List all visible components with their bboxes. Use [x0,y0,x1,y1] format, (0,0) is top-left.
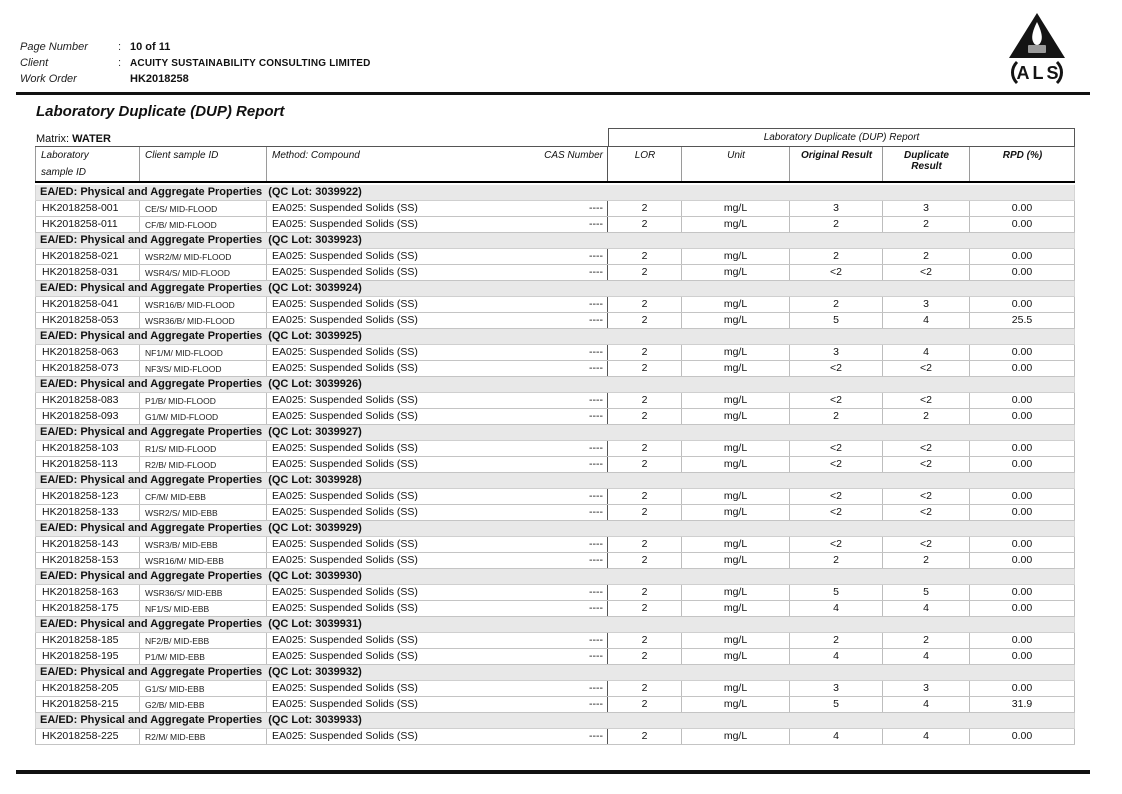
unit-cell: mg/L [682,537,790,552]
method-compound-cell: EA025: Suspended Solids (SS) [272,554,418,566]
table-row [35,313,1075,329]
rpd-cell: 0.00 [970,585,1075,600]
page-title: Laboratory Duplicate (DUP) Report [36,103,285,120]
client-sample-id-cell: WSR36/S/ MID-EBB [140,585,267,600]
lab-sample-id-cell: HK2018258-001 [35,201,140,216]
cas-number-cell: ---- [530,729,608,744]
duplicate-result-cell: <2 [883,265,970,280]
original-result-cell: 2 [790,633,883,648]
page-number-value: 10 of 11 [130,41,171,53]
footer-divider [16,770,1090,774]
col-header-client-sample-id: Client sample ID [140,147,267,181]
client-sample-id-cell: WSR3/B/ MID-EBB [140,537,267,552]
original-result-cell: 2 [790,409,883,424]
qc-section-header: EA/ED: Physical and Aggregate Properties (QC Lot: 3039932) [35,665,1075,681]
client-sample-id-cell: G1/M/ MID-FLOOD [140,409,267,424]
table-row [35,217,1075,233]
original-result-cell: 4 [790,649,883,664]
work-order-row [20,72,371,88]
qc-section-header: EA/ED: Physical and Aggregate Properties (QC Lot: 3039925) [35,329,1075,345]
rpd-cell: 0.00 [970,297,1075,312]
unit-cell: mg/L [682,697,790,712]
work-order-label: Work Order [20,73,77,85]
lab-sample-id-cell: HK2018258-225 [35,729,140,744]
matrix-value: WATER [72,133,111,145]
unit-cell: mg/L [682,649,790,664]
table-header-row [35,146,1075,183]
unit-cell: mg/L [682,313,790,328]
qc-section-header: EA/ED: Physical and Aggregate Properties (QC Lot: 3039922) [35,185,1075,201]
cas-number-cell: ---- [530,697,608,712]
document-header [20,40,371,88]
original-result-cell: 3 [790,201,883,216]
cas-number-cell: ---- [530,585,608,600]
rpd-cell: 0.00 [970,265,1075,280]
lor-cell: 2 [608,505,682,520]
client-sample-id-cell: CF/M/ MID-EBB [140,489,267,504]
lab-sample-id-cell: HK2018258-041 [35,297,140,312]
original-result-cell: 2 [790,217,883,232]
table-row [35,409,1075,425]
original-result-cell: <2 [790,505,883,520]
method-compound-cell: EA025: Suspended Solids (SS) [272,266,418,278]
lor-cell: 2 [608,409,682,424]
table-row [35,345,1075,361]
lor-cell: 2 [608,249,682,264]
cas-number-cell: ---- [530,297,608,312]
method-compound-cell: EA025: Suspended Solids (SS) [272,362,418,374]
cas-number-cell: ---- [530,249,608,264]
qc-section-header: EA/ED: Physical and Aggregate Properties (QC Lot: 3039929) [35,521,1075,537]
lab-sample-id-cell: HK2018258-031 [35,265,140,280]
client-sample-id-cell: R2/B/ MID-FLOOD [140,457,267,472]
unit-cell: mg/L [682,361,790,376]
lor-cell: 2 [608,201,682,216]
lor-cell: 2 [608,633,682,648]
table-row [35,681,1075,697]
lab-sample-id-cell: HK2018258-021 [35,249,140,264]
method-compound-cell: EA025: Suspended Solids (SS) [272,586,418,598]
rpd-cell: 0.00 [970,729,1075,744]
lab-sample-id-cell: HK2018258-011 [35,217,140,232]
rpd-cell: 0.00 [970,393,1075,408]
client-sample-id-cell: NF2/B/ MID-EBB [140,633,267,648]
client-sample-id-cell: NF1/S/ MID-EBB [140,601,267,616]
table-row [35,201,1075,217]
lor-cell: 2 [608,553,682,568]
header-divider [16,92,1090,95]
unit-cell: mg/L [682,345,790,360]
rpd-cell: 0.00 [970,553,1075,568]
cas-number-cell: ---- [530,601,608,616]
unit-cell: mg/L [682,489,790,504]
method-compound-cell: EA025: Suspended Solids (SS) [272,698,418,710]
cas-number-cell: ---- [530,265,608,280]
method-compound-cell: EA025: Suspended Solids (SS) [272,506,418,518]
method-compound-cell: EA025: Suspended Solids (SS) [272,346,418,358]
duplicate-result-cell: 4 [883,601,970,616]
duplicate-result-cell: 5 [883,585,970,600]
rpd-cell: 0.00 [970,409,1075,424]
client-sample-id-cell: CE/S/ MID-FLOOD [140,201,267,216]
cas-number-cell: ---- [530,345,608,360]
colon: : [118,57,122,69]
cas-number-cell: ---- [530,361,608,376]
rpd-cell: 0.00 [970,345,1075,360]
table-row [35,729,1075,745]
col-header-duplicate-result: Duplicate Result [883,147,970,181]
lor-cell: 2 [608,489,682,504]
lab-sample-id-cell: HK2018258-133 [35,505,140,520]
table-row [35,585,1075,601]
duplicate-result-cell: <2 [883,505,970,520]
method-compound-cell: EA025: Suspended Solids (SS) [272,218,418,230]
unit-cell: mg/L [682,249,790,264]
qc-section-header: EA/ED: Physical and Aggregate Properties (QC Lot: 3039923) [35,233,1075,249]
original-result-cell: 5 [790,585,883,600]
unit-cell: mg/L [682,601,790,616]
client-sample-id-cell: G1/S/ MID-EBB [140,681,267,696]
lor-cell: 2 [608,313,682,328]
lor-cell: 2 [608,585,682,600]
table-row [35,537,1075,553]
duplicate-result-cell: 2 [883,217,970,232]
unit-cell: mg/L [682,585,790,600]
table-row [35,393,1075,409]
method-compound-cell: EA025: Suspended Solids (SS) [272,250,418,262]
dup-table-body [35,185,1075,745]
original-result-cell: 2 [790,553,883,568]
client-row [20,56,371,72]
unit-cell: mg/L [682,265,790,280]
lor-cell: 2 [608,441,682,456]
colon: : [118,41,122,53]
table-row [35,297,1075,313]
method-compound-cell: EA025: Suspended Solids (SS) [272,442,418,454]
original-result-cell: <2 [790,457,883,472]
lor-cell: 2 [608,217,682,232]
original-result-cell: 2 [790,249,883,264]
cas-number-cell: ---- [530,409,608,424]
lor-cell: 2 [608,297,682,312]
lor-cell: 2 [608,729,682,744]
unit-cell: mg/L [682,633,790,648]
col-header-original-result: Original Result [790,147,883,181]
method-compound-cell: EA025: Suspended Solids (SS) [272,394,418,406]
duplicate-result-cell: 3 [883,681,970,696]
duplicate-result-cell: 2 [883,633,970,648]
col-header-lor: LOR [608,147,682,181]
cas-number-cell: ---- [530,649,608,664]
duplicate-result-cell: 3 [883,201,970,216]
rpd-cell: 0.00 [970,649,1075,664]
lor-cell: 2 [608,361,682,376]
qc-section-header: EA/ED: Physical and Aggregate Properties (QC Lot: 3039924) [35,281,1075,297]
rpd-cell: 0.00 [970,505,1075,520]
lor-cell: 2 [608,265,682,280]
original-result-cell: 5 [790,313,883,328]
original-result-cell: <2 [790,441,883,456]
lab-sample-id-cell: HK2018258-093 [35,409,140,424]
client-sample-id-cell: WSR16/B/ MID-FLOOD [140,297,267,312]
client-sample-id-cell: WSR16/M/ MID-EBB [140,553,267,568]
qc-section-header: EA/ED: Physical and Aggregate Properties (QC Lot: 3039930) [35,569,1075,585]
table-row [35,361,1075,377]
client-sample-id-cell: G2/B/ MID-EBB [140,697,267,712]
unit-cell: mg/L [682,441,790,456]
cas-number-cell: ---- [530,201,608,216]
col-header-line1: Laboratory [41,150,89,161]
cas-number-cell: ---- [530,537,608,552]
client-sample-id-cell: WSR2/S/ MID-EBB [140,505,267,520]
page-number-row [20,40,371,56]
method-compound-cell: EA025: Suspended Solids (SS) [272,298,418,310]
original-result-cell: 4 [790,729,883,744]
rpd-cell: 0.00 [970,681,1075,696]
lor-cell: 2 [608,697,682,712]
duplicate-result-cell: 3 [883,297,970,312]
lab-sample-id-cell: HK2018258-103 [35,441,140,456]
lab-sample-id-cell: HK2018258-113 [35,457,140,472]
duplicate-result-cell: <2 [883,441,970,456]
lab-sample-id-cell: HK2018258-215 [35,697,140,712]
duplicate-result-cell: <2 [883,489,970,504]
client-sample-id-cell: P1/B/ MID-FLOOD [140,393,267,408]
unit-cell: mg/L [682,201,790,216]
original-result-cell: <2 [790,393,883,408]
original-result-cell: 4 [790,601,883,616]
method-compound-cell: EA025: Suspended Solids (SS) [272,410,418,422]
duplicate-result-cell: <2 [883,537,970,552]
rpd-cell: 0.00 [970,601,1075,616]
rpd-cell: 0.00 [970,537,1075,552]
work-order-value: HK2018258 [130,73,189,85]
cas-number-cell: ---- [530,505,608,520]
lab-sample-id-cell: HK2018258-163 [35,585,140,600]
lab-sample-id-cell: HK2018258-123 [35,489,140,504]
unit-cell: mg/L [682,729,790,744]
duplicate-result-cell: 4 [883,649,970,664]
client-sample-id-cell: WSR2/M/ MID-FLOOD [140,249,267,264]
duplicate-result-cell: 2 [883,409,970,424]
table-row [35,601,1075,617]
lab-sample-id-cell: HK2018258-073 [35,361,140,376]
rpd-cell: 0.00 [970,361,1075,376]
method-compound-cell: EA025: Suspended Solids (SS) [272,602,418,614]
table-row [35,649,1075,665]
rpd-cell: 0.00 [970,489,1075,504]
qc-section-header: EA/ED: Physical and Aggregate Properties (QC Lot: 3039927) [35,425,1075,441]
col-header-unit: Unit [682,147,790,181]
rpd-cell: 0.00 [970,217,1075,232]
lab-sample-id-cell: HK2018258-205 [35,681,140,696]
table-row [35,441,1075,457]
duplicate-result-cell: <2 [883,393,970,408]
duplicate-result-cell: <2 [883,361,970,376]
duplicate-result-cell: <2 [883,457,970,472]
client-sample-id-cell: WSR4/S/ MID-FLOOD [140,265,267,280]
lor-cell: 2 [608,601,682,616]
lor-cell: 2 [608,681,682,696]
rpd-cell: 0.00 [970,249,1075,264]
rpd-cell: 0.00 [970,201,1075,216]
original-result-cell: <2 [790,361,883,376]
lor-cell: 2 [608,393,682,408]
table-row [35,553,1075,569]
method-compound-cell: EA025: Suspended Solids (SS) [272,490,418,502]
lor-cell: 2 [608,537,682,552]
unit-cell: mg/L [682,457,790,472]
rpd-cell: 25.5 [970,313,1075,328]
table-row [35,489,1075,505]
client-sample-id-cell: P1/M/ MID-EBB [140,649,267,664]
duplicate-result-cell: 2 [883,249,970,264]
cas-number-cell: ---- [530,489,608,504]
table-row [35,249,1075,265]
rpd-cell: 0.00 [970,441,1075,456]
lab-sample-id-cell: HK2018258-083 [35,393,140,408]
client-sample-id-cell: R2/M/ MID-EBB [140,729,267,744]
table-row [35,697,1075,713]
original-result-cell: 3 [790,681,883,696]
col-header-line2: sample ID [41,167,87,178]
duplicate-result-cell: 2 [883,553,970,568]
table-row [35,265,1075,281]
lab-sample-id-cell: HK2018258-053 [35,313,140,328]
cas-number-cell: ---- [530,313,608,328]
matrix-label: Matrix: [36,133,69,145]
lab-sample-id-cell: HK2018258-195 [35,649,140,664]
col-header-laboratory-sample-id [35,147,140,181]
method-compound-cell: EA025: Suspended Solids (SS) [272,682,418,694]
lab-sample-id-cell: HK2018258-143 [35,537,140,552]
unit-cell: mg/L [682,553,790,568]
unit-cell: mg/L [682,505,790,520]
lab-sample-id-cell: HK2018258-063 [35,345,140,360]
cas-number-cell: ---- [530,217,608,232]
lor-cell: 2 [608,457,682,472]
lab-sample-id-cell: HK2018258-185 [35,633,140,648]
method-compound-cell: EA025: Suspended Solids (SS) [272,650,418,662]
table-row [35,633,1075,649]
als-logo [1000,11,1074,87]
lab-sample-id-cell: HK2018258-153 [35,553,140,568]
method-compound-cell: EA025: Suspended Solids (SS) [272,730,418,742]
table-spanner-header: Laboratory Duplicate (DUP) Report [608,128,1075,146]
col-header-cas-number: CAS Number [530,147,608,181]
method-compound-cell: EA025: Suspended Solids (SS) [272,202,418,214]
table-row [35,457,1075,473]
cas-number-cell: ---- [530,457,608,472]
page-number-label: Page Number [20,41,88,53]
original-result-cell: <2 [790,265,883,280]
lor-cell: 2 [608,649,682,664]
als-burner-icon [1028,45,1046,53]
unit-cell: mg/L [682,681,790,696]
method-compound-cell: EA025: Suspended Solids (SS) [272,458,418,470]
als-logo-text: ALS [1016,63,1062,83]
unit-cell: mg/L [682,409,790,424]
original-result-cell: <2 [790,537,883,552]
unit-cell: mg/L [682,393,790,408]
duplicate-result-cell: 4 [883,697,970,712]
rpd-cell: 0.00 [970,457,1075,472]
original-result-cell: <2 [790,489,883,504]
duplicate-result-cell: 4 [883,313,970,328]
duplicate-result-cell: 4 [883,729,970,744]
rpd-cell: 0.00 [970,633,1075,648]
cas-number-cell: ---- [530,441,608,456]
matrix-line [36,133,111,145]
unit-cell: mg/L [682,297,790,312]
cas-number-cell: ---- [530,553,608,568]
original-result-cell: 5 [790,697,883,712]
client-sample-id-cell: NF3/S/ MID-FLOOD [140,361,267,376]
original-result-cell: 3 [790,345,883,360]
client-sample-id-cell: WSR36/B/ MID-FLOOD [140,313,267,328]
method-compound-cell: EA025: Suspended Solids (SS) [272,538,418,550]
qc-section-header: EA/ED: Physical and Aggregate Properties (QC Lot: 3039928) [35,473,1075,489]
original-result-cell: 2 [790,297,883,312]
client-value: ACUITY SUSTAINABILITY CONSULTING LIMITED [130,58,371,69]
qc-section-header: EA/ED: Physical and Aggregate Properties (QC Lot: 3039931) [35,617,1075,633]
method-compound-cell: EA025: Suspended Solids (SS) [272,634,418,646]
col-header-rpd: RPD (%) [970,147,1075,181]
client-label: Client [20,57,49,69]
method-compound-cell: EA025: Suspended Solids (SS) [272,314,418,326]
cas-number-cell: ---- [530,393,608,408]
table-row [35,505,1075,521]
colon [118,72,130,88]
unit-cell: mg/L [682,217,790,232]
duplicate-result-cell: 4 [883,345,970,360]
qc-section-header: EA/ED: Physical and Aggregate Properties (QC Lot: 3039933) [35,713,1075,729]
client-sample-id-cell: R1/S/ MID-FLOOD [140,441,267,456]
cas-number-cell: ---- [530,633,608,648]
lor-cell: 2 [608,345,682,360]
lab-sample-id-cell: HK2018258-175 [35,601,140,616]
client-sample-id-cell: CF/B/ MID-FLOOD [140,217,267,232]
col-header-method-compound: Method: Compound [272,150,360,161]
qc-section-header: EA/ED: Physical and Aggregate Properties (QC Lot: 3039926) [35,377,1075,393]
client-sample-id-cell: NF1/M/ MID-FLOOD [140,345,267,360]
rpd-cell: 31.9 [970,697,1075,712]
cas-number-cell: ---- [530,681,608,696]
